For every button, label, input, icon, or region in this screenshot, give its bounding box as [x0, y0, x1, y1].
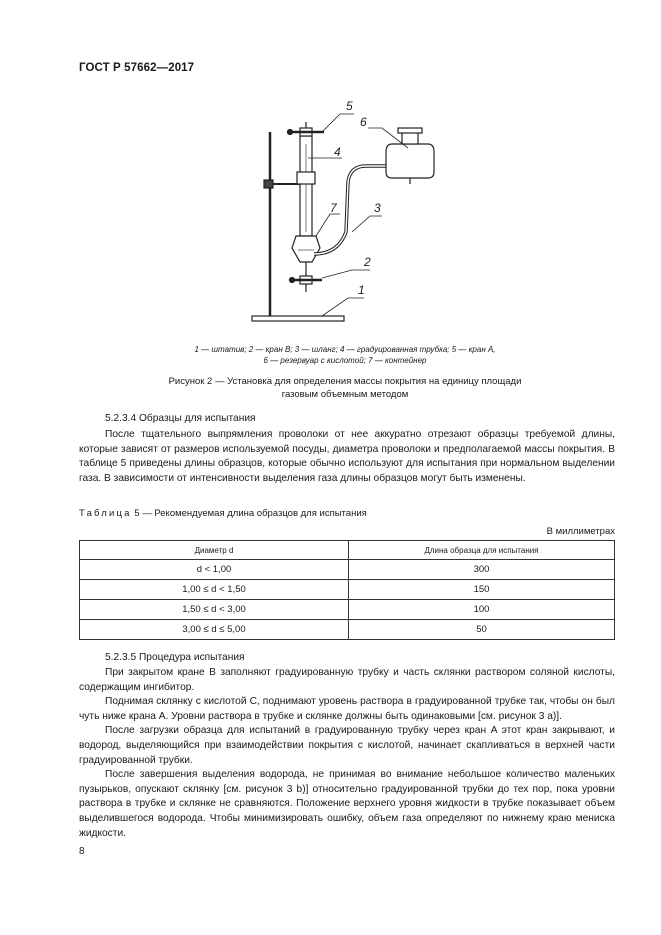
apparatus-diagram [230, 92, 470, 332]
legend-line-2: 6 — резервуар с кислотой; 7 — контейнер [263, 356, 427, 365]
section-5235-body [79, 666, 615, 841]
figure-caption [100, 375, 590, 401]
paragraph: После тщательного выпрямления проволоки от нее аккуратно отрезают образцы требуемой длины, которые зависят от размеров используемой посуды, диаметра проволоки и предполагаемой массы покрытия. В таблице 5 приведены длины образцов, которые обычно используют для испытания при нормальном выделении газа. В зависимости от интенсивности выделения газа длины образцов могут быть изменены. [79, 429, 615, 484]
stand-base [252, 316, 344, 321]
cell-length: 100 [349, 600, 615, 620]
cell-length: 300 [349, 560, 615, 580]
section-heading-5235: 5.2.3.5 Процедура испытания [105, 652, 245, 663]
paragraph: Поднимая склянку с кислотой C, поднимают уровень раствора в градуированной трубке так, чтобы он был чуть ниже крана A. Уровни раствора в трубке и склянке должны быть одинаковыми [см. рисунок 3 a)]. [79, 696, 615, 722]
legend-line-1: 1 — штатив; 2 — кран B; 3 — шланг; 4 — градуированная трубка; 5 — кран A, [194, 345, 496, 354]
caption-line-1: Рисунок 2 — Установка для определения массы покрытия на единицу площади [168, 376, 522, 387]
table-title [79, 508, 367, 519]
document-header: ГОСТ Р 57662—2017 [79, 62, 195, 74]
col-header-length: Длина образца для испытания [349, 541, 615, 560]
table-header-row [80, 541, 615, 560]
cell-diameter: 1,50 ≤ d < 3,00 [80, 600, 349, 620]
page-number: 8 [79, 846, 85, 857]
cell-diameter: 3,00 ≤ d ≤ 5,00 [80, 620, 349, 640]
cell-diameter: d < 1,00 [80, 560, 349, 580]
cell-length: 50 [349, 620, 615, 640]
table-label: Таблица [79, 508, 132, 519]
callout-3: 3 [374, 201, 381, 215]
cell-diameter: 1,00 ≤ d < 1,50 [80, 580, 349, 600]
col-header-diameter: Диаметр d [80, 541, 349, 560]
section-heading-5234: 5.2.3.4 Образцы для испытания [105, 413, 256, 424]
table-row [80, 580, 615, 600]
section-5234-body [79, 428, 615, 486]
table-number-title: 5 — Рекомендуемая длина образцов для испытания [131, 508, 367, 519]
paragraph: При закрытом кране B заполняют градуированную трубку и часть склянки раствором соляной кислоты, содержащим ингибитор. [79, 667, 615, 693]
callout-1: 1 [358, 283, 365, 297]
callout-5: 5 [346, 99, 353, 113]
cell-length: 150 [349, 580, 615, 600]
callout-2: 2 [364, 255, 371, 269]
table-row [80, 600, 615, 620]
figure-legend [120, 344, 570, 366]
sample-length-table [79, 540, 615, 640]
container [292, 236, 320, 262]
callout-7: 7 [330, 201, 337, 215]
table-row [80, 620, 615, 640]
table-units: В миллиметрах [546, 526, 615, 537]
acid-reservoir [386, 144, 434, 178]
paragraph: После завершения выделения водорода, не принимая во внимание небольшое количество маленьких пузырьков, опускают склянку [см. рисунок 3 b)] относительно градуированной трубки до тех пор, пока уровни раствора в трубке и склянке не сравняются. Положение верхнего уровня жидкости в трубке показывает объем выделившегося водорода. Чтобы минимизировать ошибку, объем газа определяют по нижнему краю мениска жидкости. [79, 769, 615, 839]
table-row [80, 560, 615, 580]
callout-6: 6 [360, 115, 367, 129]
paragraph: После загрузки образца для испытаний в градуированную трубку через кран A этот кран закрывают, и водород, выделяющийся при взаимодействии покрытия с кислотой, начинает скапливаться в верхней части градуированной трубки. [79, 725, 615, 766]
caption-line-2: газовым объемным методом [281, 389, 409, 400]
callout-4: 4 [334, 145, 341, 159]
